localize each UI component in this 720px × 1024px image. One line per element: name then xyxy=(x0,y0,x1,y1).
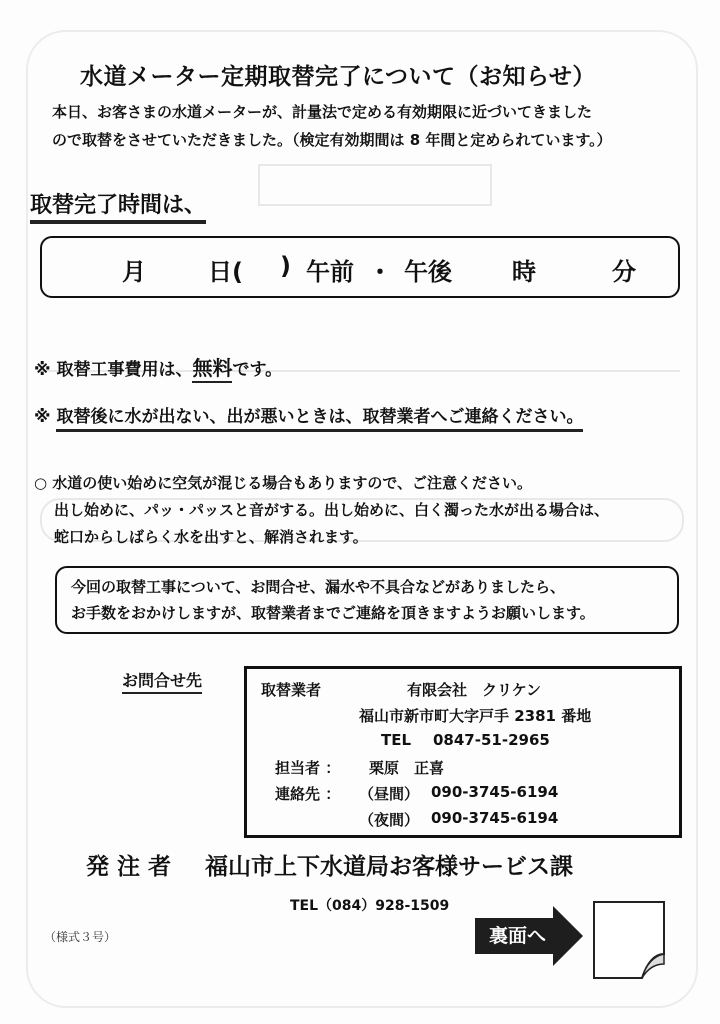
page-curl-icon xyxy=(590,898,670,982)
night-label: （夜間） xyxy=(359,811,420,829)
turn-over-indicator xyxy=(475,906,585,966)
hour-label: 時 xyxy=(512,258,536,286)
form-number: （様式３号） xyxy=(44,930,117,944)
bleed-through-box xyxy=(258,164,492,206)
water-note-mark: ※ xyxy=(34,407,51,427)
contact-number-label: 連絡先 ： xyxy=(275,785,341,803)
fee-note-suffix: です。 xyxy=(232,360,283,380)
fee-note xyxy=(34,352,282,381)
fee-free-label: 無料 xyxy=(192,356,232,383)
orderer-tel: TEL（084）928-1509 xyxy=(290,898,450,914)
pm-label: 午後 xyxy=(404,258,452,286)
air-line-3: 蛇口からしばらく水を出すと、解消されます。 xyxy=(54,528,368,546)
request-line-2: お手数をおかけしますが、取替業者までご連絡を頂きますようお願いします。 xyxy=(71,604,595,622)
contractor-label: 取替業者 xyxy=(261,681,322,699)
month-label: 月 xyxy=(122,258,146,286)
minute-label: 分 xyxy=(612,258,636,286)
separator-dot: ・ xyxy=(368,258,392,286)
day-close-label: ) xyxy=(280,252,291,280)
intro-text xyxy=(52,98,612,154)
completion-time-box xyxy=(40,236,680,298)
intro-line-2: ので取替をさせていただきました。（検定有効期間は 8 年間と定められています。） xyxy=(52,131,612,149)
turn-over-label: 裏面へ xyxy=(489,925,547,947)
daytime-label: （昼間） xyxy=(359,785,420,803)
air-line-1: ○ 水道の使い始めに空気が混じる場合もありますので、ご注意ください。 xyxy=(34,474,533,492)
air-notice xyxy=(34,470,609,551)
orderer-label: 発 注 者 xyxy=(86,854,172,880)
intro-line-1: 本日、お客さまの水道メーターが、計量法で定める有効期限に近づいてきました xyxy=(52,103,593,121)
water-note-text: 取替後に水が出ない、出が悪いときは、取替業者へご連絡ください。 xyxy=(56,407,583,432)
orderer-dept: 福山市上下水道局お客様サービス課 xyxy=(205,854,574,880)
company-tel: 0847-51-2965 xyxy=(433,731,550,749)
person-name: 栗原 正喜 xyxy=(369,759,445,777)
company-name: 有限会社 クリケン xyxy=(407,681,541,699)
request-line-1: 今回の取替工事について、お問合せ、漏水や不具合などがありましたら、 xyxy=(71,578,565,596)
page-title: 水道メーター定期取替完了について（お知らせ） xyxy=(80,64,596,90)
fee-note-mark: ※ xyxy=(34,360,51,380)
day-label: 日( xyxy=(208,258,243,286)
am-label: 午前 xyxy=(306,258,354,286)
contact-box xyxy=(244,666,682,838)
fee-note-prefix: 取替工事費用は、 xyxy=(56,360,193,380)
orderer xyxy=(86,848,573,881)
request-box xyxy=(55,566,679,634)
water-note xyxy=(34,402,583,427)
daytime-tel: 090-3745-6194 xyxy=(431,783,559,801)
night-tel: 090-3745-6194 xyxy=(431,809,559,827)
contact-label: お問合せ先 xyxy=(122,668,202,694)
completion-heading: 取替完了時間は、 xyxy=(30,188,206,224)
company-tel-label: TEL xyxy=(381,731,412,749)
person-label: 担当者 ： xyxy=(275,759,341,777)
company-address: 福山市新市町大字戸手 2381 番地 xyxy=(359,707,592,725)
air-line-2: 出し始めに、パッ・パッスと音がする。出し始めに、白く濁った水が出る場合は、 xyxy=(54,501,610,519)
